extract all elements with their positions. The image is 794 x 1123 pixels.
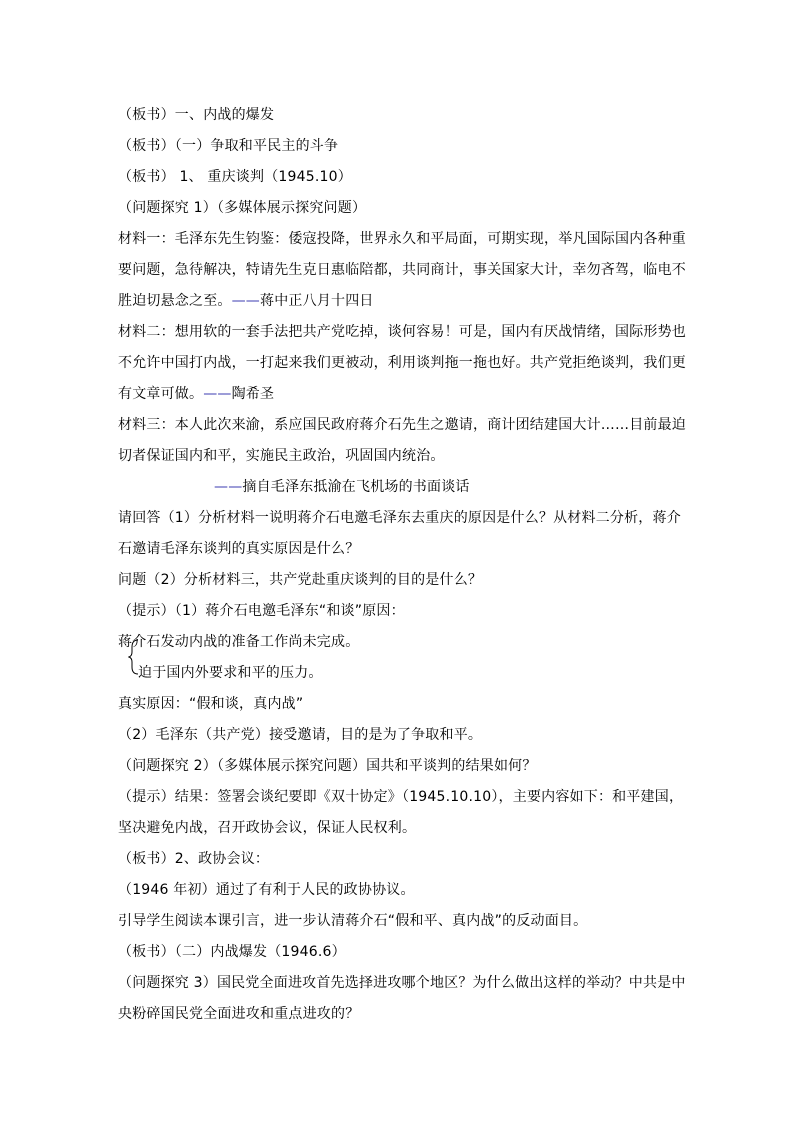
question-inquiry-3-line-1: （问题探究 3）国民党全面进攻首先选择进攻哪个地区？为什么做出这样的举动？中共是中: [118, 975, 686, 991]
material-2-line-1: 材料二：想用软的一套手法把共产党吃掉，谈何容易！可是，国内有厌战情绪，国际形势也: [118, 324, 686, 340]
result-line-1: （提示）结果：签署会谈纪要即《双十协定》（1945.10.10），主要内容如下：和平建国，: [118, 789, 684, 805]
question-inquiry-1: （问题探究 1）（多媒体展示探究问题）: [118, 200, 367, 216]
material-3-line-2: 切者保证国内和平，实施民主政治，巩固国内统治。: [118, 448, 445, 464]
result-line-2: 坚决避免内战，召开政协会议，保证人民权利。: [118, 820, 417, 836]
guide-reading: 引导学生阅读本课引言，进一步认清蒋介石“假和平、真内战”的反动面目。: [118, 913, 588, 929]
material-3-source: 摘自毛泽东抵渝在飞机场的书面谈话: [242, 479, 470, 495]
material-2-text: 有文章可做。: [118, 386, 204, 402]
material-1-text: 胜迫切悬念之至。: [118, 293, 232, 309]
material-1-line-2: 要问题，急待解决，特请先生克日惠临陪都，共同商计，事关国家大计，幸勿吝驾，临电不: [118, 262, 686, 278]
material-2-line-2: 不允许中国打内战，一打起来我们更被动，利用谈判拖一拖也好。共产党拒绝谈判，我们更: [118, 355, 686, 371]
material-1-source: 蒋中正八月十四日: [260, 293, 374, 309]
reason-item-1: 蒋介石发动内战的准备工作尚未完成。: [118, 634, 360, 650]
dash: ——: [214, 479, 243, 495]
dash: ——: [231, 293, 261, 309]
question-1-line-2: 石邀请毛泽东谈判的真实原因是什么？: [118, 541, 360, 557]
document-body: [118, 100, 686, 1030]
dash: ——: [203, 386, 232, 402]
material-2-line-3: [118, 379, 678, 410]
hint-1: （提示）（1）蒋介石电邀毛泽东“和谈”原因：: [118, 603, 405, 619]
board-heading-3: （板书） 1、 重庆谈判（1945.10）: [118, 169, 352, 185]
question-inquiry-3-line-2: 央粉碎国民党全面进攻和重点进攻的？: [118, 1006, 360, 1022]
material-1-line-1: 材料一：毛泽东先生钧鉴：倭寇投降，世界永久和平局面，可期实现，举凡国际国内各种重: [118, 231, 686, 247]
question-1-line-1: 请回答（1）分析材料一说明蒋介石电邀毛泽东去重庆的原因是什么？从材料二分析，蒋介: [118, 510, 681, 526]
material-3-line-1: 材料三：本人此次来渝，系应国民政府蒋介石先生之邀请，商计团结建国大计……目前最迫: [118, 417, 686, 433]
board-heading-5: （板书）（二）内战爆发（1946.6）: [118, 944, 346, 960]
board-heading-4: （板书）2、政协会议：: [118, 851, 270, 867]
material-1-line-3: [118, 286, 678, 317]
material-3-source-line: [118, 472, 678, 503]
board-heading-1: （板书）一、内战的爆发: [118, 107, 275, 123]
reason-item-2: 迫于国内外要求和平的压力。: [138, 665, 323, 681]
question-2: 问题（2）分析材料三，共产党赴重庆谈判的目的是什么？: [118, 572, 483, 588]
question-inquiry-2: （问题探究 2）（多媒体展示探究问题）国共和平谈判的结果如何？: [118, 758, 537, 774]
pcc-agreement: （1946 年初）通过了有利于人民的政协协议。: [118, 882, 415, 898]
board-heading-2: （板书）（一）争取和平民主的斗争: [118, 138, 339, 154]
real-reason: 真实原因：“假和谈，真内战”: [118, 696, 304, 712]
material-2-source: 陶希圣: [231, 386, 275, 402]
hint-2: （2）毛泽东（共产党）接受邀请，目的是为了争取和平。: [118, 727, 483, 743]
reason-list: [118, 627, 678, 689]
